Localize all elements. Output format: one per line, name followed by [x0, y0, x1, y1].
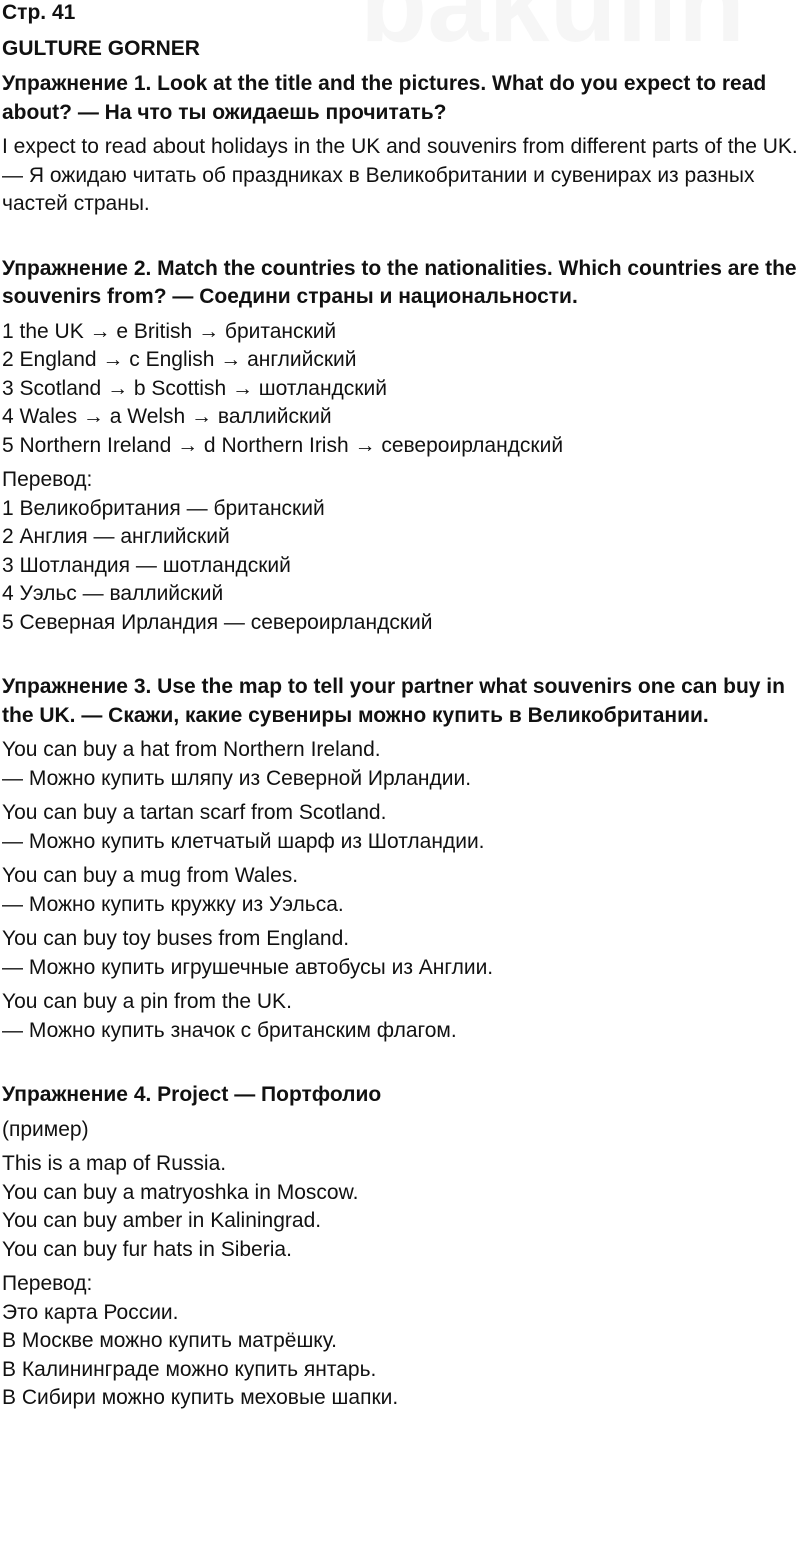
text-line: Перевод: — [2, 468, 93, 491]
text-line: 4 Уэльс — валлийский — [2, 582, 224, 605]
paragraph — [2, 466, 798, 637]
text-line: 3 Шотландия — шотландский — [2, 553, 291, 577]
exercise-2 — [2, 255, 798, 638]
paragraph — [2, 318, 798, 461]
text-line: — Можно купить игрушечные автобусы из Англии. — [2, 955, 494, 979]
text-line: 3 Scotland → b Scottish → шотландский — [2, 376, 387, 400]
paragraph — [2, 799, 798, 856]
text-line: В Москве можно купить матрёшку. — [2, 1329, 337, 1352]
paragraph — [2, 736, 798, 793]
exercise-3 — [2, 673, 798, 1045]
text-line: 2 Англия — английский — [2, 525, 230, 548]
text-line: 1 the UK → e British → британский — [2, 319, 337, 343]
text-line: 1 Великобритания — британский — [2, 496, 325, 520]
text-line: You can buy a pin from the UK. — [2, 990, 292, 1013]
text-line: You can buy a mug from Wales. — [2, 864, 299, 887]
text-line: I expect to read about holidays in the UK and souvenirs from different parts of the UK. — [2, 135, 798, 158]
text-line: You can buy toy buses from England. — [2, 927, 350, 950]
exercise-1 — [2, 70, 798, 219]
page-content — [2, 0, 798, 1413]
paragraph — [2, 862, 798, 919]
text-line: — Я ожидаю читать об праздниках в Великобритании и сувенирах из разных частей страны. — [2, 163, 755, 215]
paragraph — [2, 1270, 798, 1413]
exercise-title: Упражнение 2. Match the countries to the nationalities. Which countries are the souvenirs from? — Соедини страны и национальности. — [2, 256, 797, 308]
paragraph — [2, 925, 798, 982]
exercise-title: Упражнение 4. Project — Портфолио — [2, 1083, 382, 1106]
page-number: Стр. 41 — [2, 1, 76, 24]
paragraph — [2, 133, 798, 219]
text-line: — Можно купить шляпу из Северной Ирландии. — [2, 766, 472, 790]
text-line: You can buy fur hats in Siberia. — [2, 1237, 292, 1261]
text-line: — Можно купить клетчатый шарф из Шотландии. — [2, 829, 485, 853]
text-line: В Калининграде можно купить янтарь. — [2, 1357, 377, 1381]
exercise-title: Упражнение 3. Use the map to tell your partner what souvenirs one can buy in the UK. — Скажи, какие сувениры можно купить в Великобритании. — [2, 675, 785, 727]
paragraph — [2, 1150, 798, 1264]
text-line: You can buy a tartan scarf from Scotland. — [2, 801, 387, 824]
text-line: Это карта России. — [2, 1300, 179, 1324]
text-line: 2 England → c English → английский — [2, 348, 357, 371]
text-line: — Можно купить значок с британским флагом. — [2, 1018, 457, 1042]
text-line: 5 Северная Ирландия — североирландский — [2, 610, 433, 634]
paragraph — [2, 988, 798, 1045]
exercise-list — [2, 70, 798, 1413]
text-line: В Сибири можно купить меховые шапки. — [2, 1386, 399, 1409]
text-line: — Можно купить кружку из Уэльса. — [2, 892, 344, 916]
section-title: GULTURE GORNER — [2, 37, 200, 60]
exercise-4 — [2, 1081, 798, 1413]
text-line: You can buy amber in Kaliningrad. — [2, 1209, 322, 1232]
text-line: (пример) — [2, 1117, 89, 1141]
text-line: 4 Wales → a Welsh → валлийский — [2, 405, 332, 428]
exercise-title: Упражнение 1. Look at the title and the pictures. What do you expect to read about? — На что ты ожидаешь прочитать? — [2, 72, 767, 124]
text-line: You can buy a hat from Northern Ireland. — [2, 738, 381, 761]
text-line: This is a map of Russia. — [2, 1152, 227, 1175]
text-line: 5 Northern Ireland → d Northern Irish → североирландский — [2, 433, 564, 457]
paragraph — [2, 1116, 798, 1145]
text-line: You can buy a matryoshka in Moscow. — [2, 1180, 359, 1204]
text-line: Перевод: — [2, 1272, 93, 1295]
